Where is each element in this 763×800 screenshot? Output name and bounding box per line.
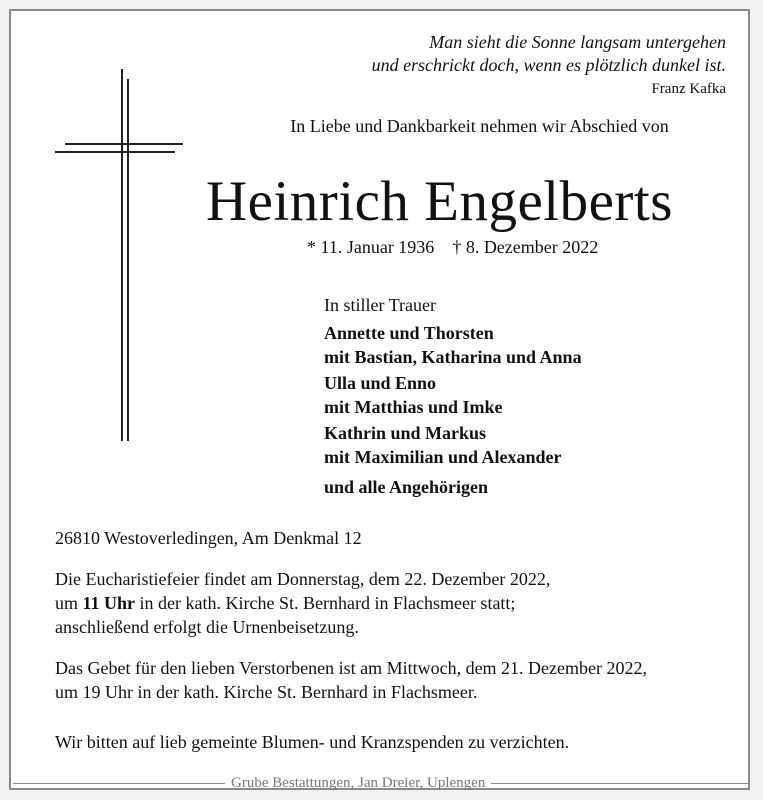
mourner-group (324, 421, 582, 469)
birth-date: * 11. Januar 1936 (307, 237, 435, 257)
footer-rule-right (491, 783, 748, 784)
mourner-line: Kathrin und Markus (324, 423, 487, 443)
mourner-line: mit Matthias und Imke (324, 397, 503, 417)
epigraph-line-1: Man sieht die Sonne langsam untergehen (429, 32, 726, 52)
mourner-line: mit Bastian, Katharina und Anna (324, 347, 582, 367)
prayer-line-1: Das Gebet für den lieben Verstorbenen ist am Mittwoch, dem 21. Dezember 2022, (55, 658, 648, 678)
epigraph-line-2: und erschrickt doch, wenn es plötzlich dunkel ist. (371, 55, 726, 75)
footer-rule-left (13, 783, 225, 784)
mourner-line: mit Maximilian und Alexander (324, 447, 562, 467)
service-line-3: anschließend erfolgt die Urnenbeisetzung. (55, 617, 359, 637)
obituary-card (9, 9, 750, 790)
epigraph (372, 31, 726, 101)
service-time: 11 Uhr (82, 593, 136, 613)
prayer-notice (55, 656, 647, 704)
mourner-line: Ulla und Enno (324, 373, 437, 393)
death-date: † 8. Dezember 2022 (452, 237, 599, 257)
mourner-line: und alle Angehörigen (324, 477, 489, 497)
prayer-line-2: um 19 Uhr in der kath. Kirche St. Bernhard in Flachsmeer. (55, 682, 478, 702)
mourner-group (324, 321, 582, 369)
service-line-1: Die Eucharistiefeier findet am Donnerstag, dem 22. Dezember 2022, (55, 569, 551, 589)
family-address: 26810 Westoverledingen, Am Denkmal 12 (55, 528, 362, 548)
deceased-name: Heinrich Engelberts (206, 170, 673, 233)
mourner-line: Annette und Thorsten (324, 323, 494, 343)
life-dates (307, 237, 598, 258)
funeral-home-credit: Grube Bestattungen, Jan Dreier, Uplengen (231, 774, 486, 791)
mourner-group (324, 371, 582, 419)
mourners-list (324, 293, 582, 501)
footer (11, 773, 748, 793)
farewell-intro: In Liebe und Dankbarkeit nehmen wir Abschied von (290, 116, 669, 136)
epigraph-author: Franz Kafka (651, 81, 726, 97)
service-notice (55, 567, 550, 639)
service-line-2: um 11 Uhr in der kath. Kirche St. Bernhard in Flachsmeer statt; (55, 593, 516, 613)
donation-request: Wir bitten auf lieb gemeinte Blumen- und Kranzspenden zu verzichten. (55, 732, 570, 752)
mourning-lead: In stiller Trauer (324, 295, 436, 315)
mourner-group (324, 475, 582, 499)
